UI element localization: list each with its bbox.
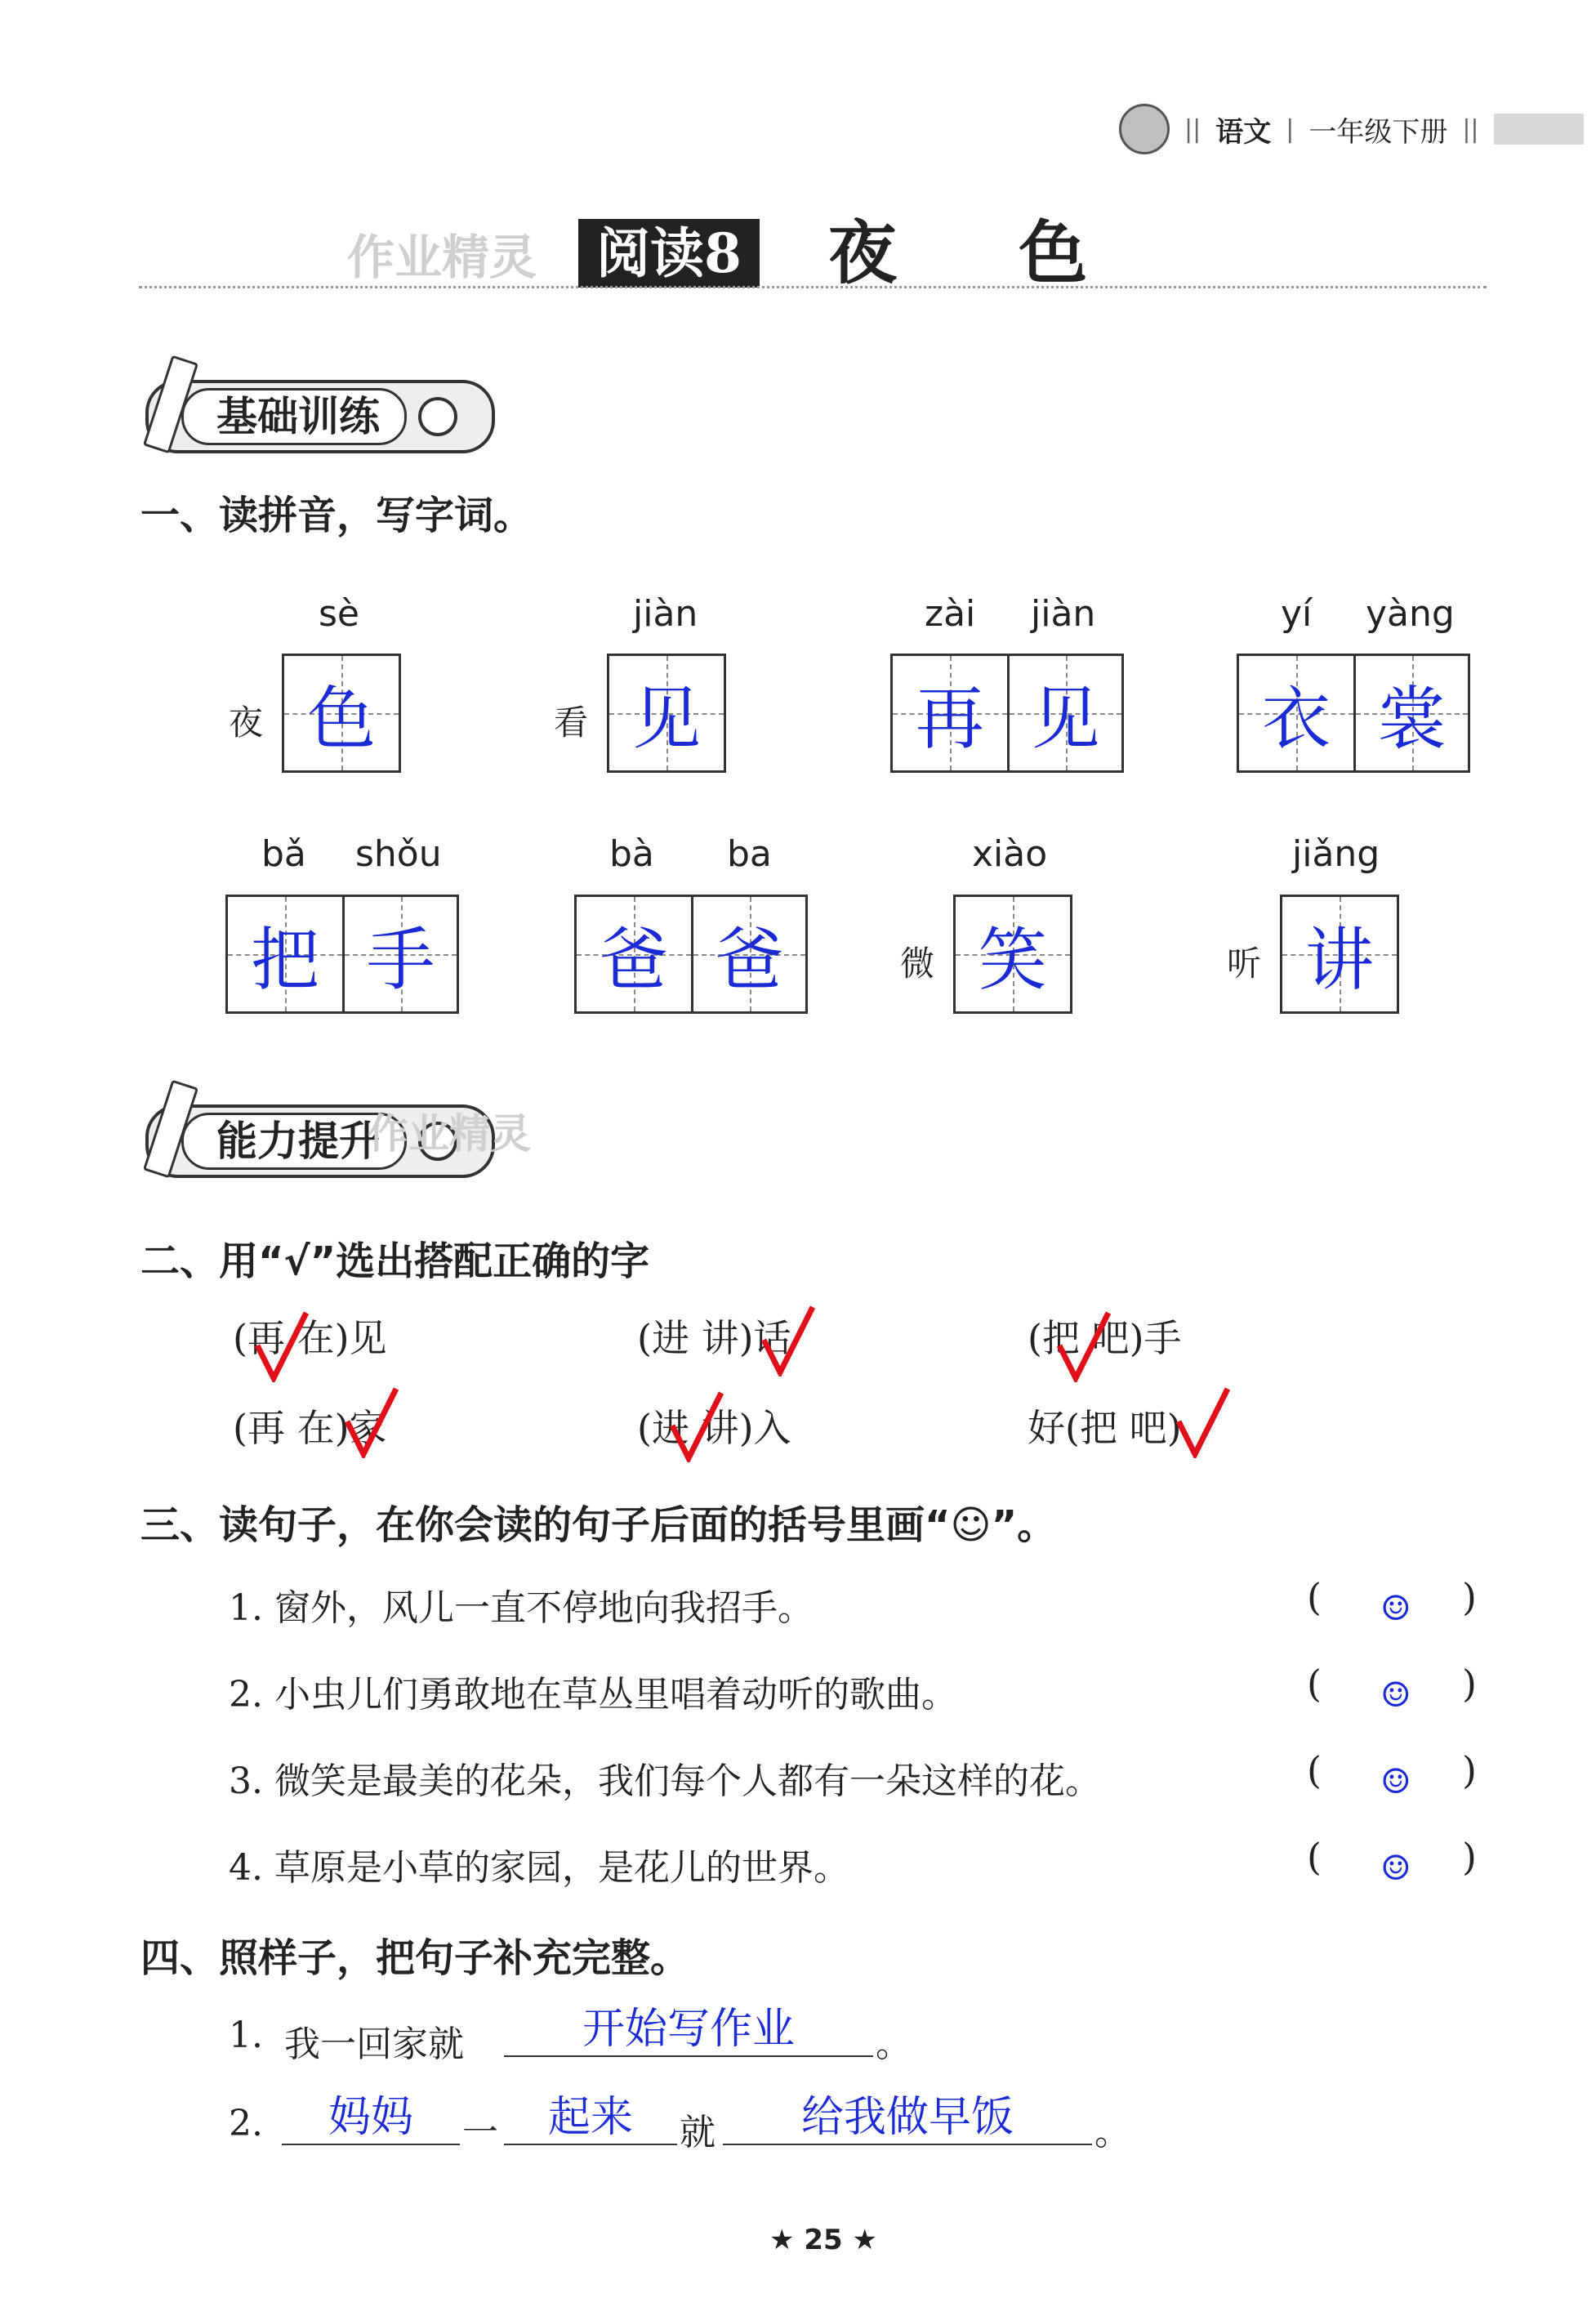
- divider: ||: [1462, 114, 1479, 144]
- answer-paren: (: [1307, 1662, 1322, 1706]
- pinyin: jiàn: [1031, 593, 1096, 635]
- choice-item: (再 在)家: [233, 1406, 387, 1450]
- answer-char: 讲: [1304, 919, 1374, 1000]
- sentence-end: 。: [876, 2024, 912, 2065]
- smiley-icon: ☺: [1380, 1848, 1411, 1888]
- pinyin: zài: [925, 593, 976, 635]
- answer-char: 爸: [599, 919, 668, 1000]
- sentence-end: 。: [1094, 2112, 1130, 2153]
- page-header: [1119, 105, 1584, 154]
- check-mark-icon: [668, 1389, 725, 1462]
- answer-paren: (: [1307, 1575, 1322, 1619]
- answer-char: 见: [1031, 678, 1100, 759]
- sentence: 2. 小虫儿们勇敢地在草丛里唱着动听的歌曲。: [229, 1674, 957, 1716]
- answer-char: 手: [366, 919, 435, 1000]
- pinyin: yàng: [1366, 593, 1455, 635]
- page-title: 夜 色: [828, 212, 1137, 293]
- answer-char: 再: [915, 678, 984, 759]
- item-number: 1.: [229, 2015, 263, 2056]
- pinyin: jiàn: [633, 593, 698, 635]
- page-number: ★ 25 ★: [769, 2224, 877, 2256]
- check-mark-icon: [1055, 1309, 1112, 1382]
- answer-paren: ): [1462, 1662, 1477, 1706]
- item-number: 2.: [229, 2103, 263, 2144]
- choice-item: (进 讲)话: [637, 1316, 791, 1360]
- question-1-prompt: 一、读拼音，写字词。: [140, 493, 533, 538]
- subject-label: 语文: [1215, 115, 1272, 149]
- choice-item: (进 讲)入: [637, 1406, 791, 1450]
- pinyin: bǎ: [261, 833, 306, 875]
- sentence-word: 一: [462, 2112, 498, 2153]
- sentence: 1. 窗外，风儿一直不停地向我招手。: [229, 1587, 814, 1629]
- check-mark-icon: [253, 1309, 310, 1382]
- reading-badge: 阅读8: [578, 219, 760, 288]
- answer-char: 裳: [1377, 678, 1447, 759]
- word-prefix: 听: [1227, 944, 1262, 984]
- answer-blank: 开始写作业: [504, 2003, 873, 2057]
- answer-char: 爸: [715, 919, 784, 1000]
- answer-char: 衣: [1261, 678, 1331, 759]
- divider: |: [1286, 114, 1295, 144]
- answer-char: 笑: [978, 919, 1047, 1000]
- writing-grid: [1237, 654, 1470, 773]
- sentence-prefix: 我一回家就: [284, 2024, 464, 2065]
- question-3-prompt: 三、读句子，在你会读的句子后面的括号里画“☺”。: [140, 1502, 1057, 1548]
- writing-grid: [953, 895, 1072, 1014]
- watermark: 作业精灵: [347, 230, 537, 285]
- sentence: 3. 微笑是最美的花朵，我们每个人都有一朵这样的花。: [229, 1760, 1101, 1802]
- question-2-prompt: 二、用“√”选出搭配正确的字: [140, 1238, 650, 1284]
- sun-icon: [1119, 104, 1170, 154]
- sentence: 4. 草原是小草的家园，是花儿的世界。: [229, 1847, 849, 1889]
- smiley-icon: ☺: [1380, 1588, 1411, 1628]
- choice-item: (把 吧)手: [1028, 1316, 1182, 1360]
- smiley-icon: ☺: [1380, 1761, 1411, 1801]
- check-mark-icon: [343, 1385, 400, 1458]
- section-label: 能力提升: [181, 1113, 407, 1170]
- word-prefix: 微: [900, 944, 935, 984]
- answer-paren: ): [1462, 1575, 1477, 1619]
- pinyin: yí: [1281, 593, 1313, 635]
- divider: ||: [1184, 114, 1201, 144]
- check-mark-icon: [1175, 1385, 1232, 1458]
- answer-char: 见: [631, 678, 701, 759]
- answer-char: 色: [306, 678, 376, 759]
- answer-paren: ): [1462, 1835, 1477, 1879]
- writing-grid: [890, 654, 1124, 773]
- word-prefix: 看: [554, 703, 589, 743]
- writing-grid: [1280, 895, 1399, 1014]
- answer-blank: 给我做早饭: [723, 2091, 1092, 2145]
- question-4-prompt: 四、照样子，把句子补充完整。: [140, 1935, 690, 1981]
- pinyin: jiǎng: [1292, 833, 1380, 875]
- writing-grid: [574, 895, 808, 1014]
- pinyin: xiào: [972, 833, 1048, 875]
- section-badge-basic: [145, 380, 495, 453]
- pinyin: bà: [609, 833, 654, 875]
- watermark: 作业精灵: [368, 1110, 531, 1158]
- pinyin: ba: [727, 833, 772, 875]
- writing-grid: [607, 654, 726, 773]
- answer-paren: (: [1307, 1748, 1322, 1792]
- section-label: 基础训练: [181, 388, 407, 445]
- pinyin: sè: [319, 593, 359, 635]
- writing-grid: [225, 895, 459, 1014]
- word-prefix: 夜: [229, 703, 264, 743]
- grade-label: 一年级下册: [1308, 115, 1448, 149]
- header-bar: [1494, 114, 1584, 145]
- title-divider: [139, 286, 1487, 288]
- answer-paren: (: [1307, 1835, 1322, 1879]
- choice-item: (再 在)见: [233, 1316, 387, 1360]
- ring-icon: [418, 397, 457, 436]
- answer-blank: 妈妈: [282, 2091, 460, 2145]
- page-number-value: 25: [804, 2224, 843, 2256]
- choice-item: 好(把 吧): [1028, 1406, 1182, 1450]
- writing-grid: [282, 654, 401, 773]
- answer-blank: 起来: [504, 2091, 677, 2145]
- check-mark-icon: [760, 1303, 817, 1377]
- pinyin: shǒu: [355, 833, 442, 875]
- smiley-icon: ☺: [1380, 1675, 1411, 1715]
- sentence-word: 就: [680, 2112, 716, 2153]
- answer-paren: ): [1462, 1748, 1477, 1792]
- answer-char: 把: [250, 919, 319, 1000]
